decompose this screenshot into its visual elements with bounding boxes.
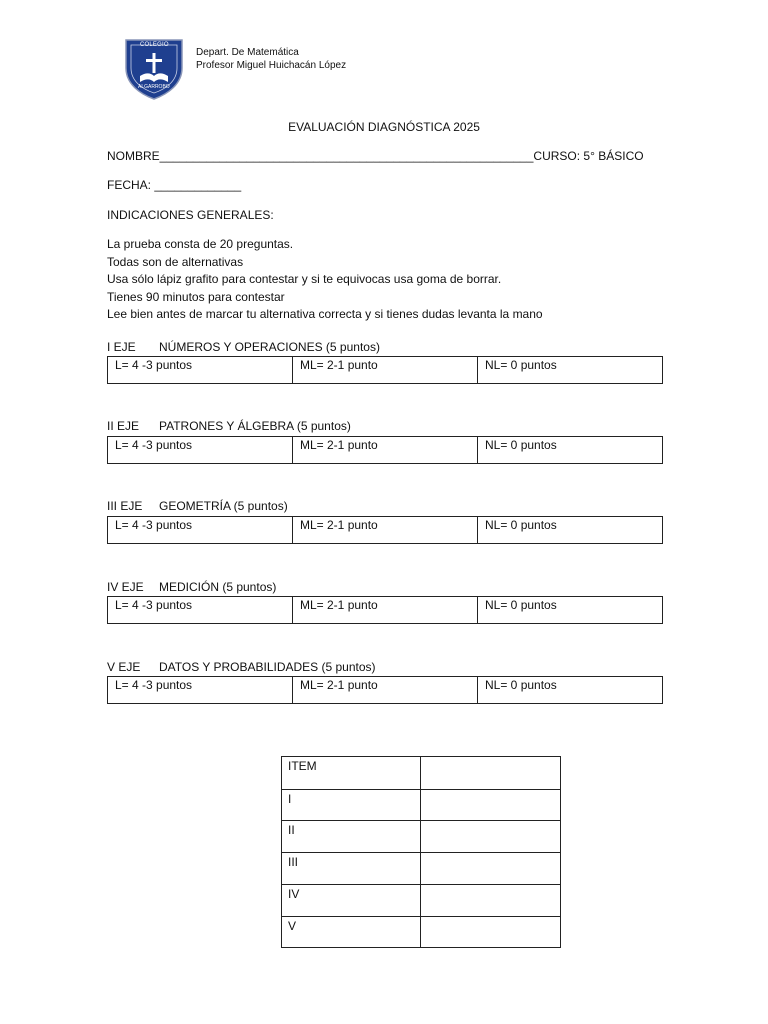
level-ml-cell: ML= 2-1 punto [293, 517, 478, 544]
level-ml-cell: ML= 2-1 punto [293, 597, 478, 624]
eje-heading [107, 419, 351, 433]
eje-number: III EJE [107, 499, 143, 513]
fecha-field[interactable]: _____________ [154, 178, 242, 192]
eje-heading [107, 499, 288, 513]
nombre-field[interactable]: ________________________________________________________ [159, 149, 534, 163]
eje-number: II EJE [107, 419, 140, 433]
indicaciones-heading: INDICACIONES GENERALES: [107, 208, 274, 222]
level-nl-cell: NL= 0 puntos [478, 677, 663, 704]
item-label-cell: V [282, 917, 421, 948]
item-label-cell: I [282, 790, 421, 821]
item-label-cell: IV [282, 885, 421, 917]
table-row [282, 790, 561, 821]
logo-text-bottom: ALGARROBO [138, 84, 170, 90]
eje-heading [107, 660, 376, 674]
table-row [282, 885, 561, 917]
fecha-row [107, 178, 241, 192]
eje-number: I EJE [107, 340, 136, 354]
level-ml-cell: ML= 2-1 punto [293, 677, 478, 704]
level-l-cell: L= 4 -3 puntos [108, 517, 293, 544]
item-header-cell: ITEM [282, 757, 421, 790]
eje-name: DATOS Y PROBABILIDADES (5 puntos) [159, 660, 376, 674]
score-cell[interactable] [421, 757, 561, 790]
curso-label: CURSO: 5° BÁSICO [533, 149, 644, 163]
eje-heading [107, 580, 276, 594]
eje-name: MEDICIÓN (5 puntos) [159, 580, 277, 594]
level-l-cell: L= 4 -3 puntos [108, 677, 293, 704]
table-row [282, 917, 561, 948]
level-ml-cell: ML= 2-1 punto [293, 357, 478, 384]
nombre-label: NOMBRE [107, 149, 160, 163]
department-label: Depart. De Matemática [196, 47, 299, 58]
table-row [108, 517, 663, 544]
header-text [196, 46, 346, 72]
score-cell[interactable] [421, 790, 561, 821]
fecha-label: FECHA: [107, 178, 152, 192]
eje-criteria-table [107, 436, 663, 464]
score-cell[interactable] [421, 917, 561, 948]
eje-name: GEOMETRÍA (5 puntos) [159, 499, 288, 513]
score-cell[interactable] [421, 821, 561, 853]
item-label-cell: III [282, 853, 421, 885]
logo-text-top: COLEGIO [140, 42, 169, 48]
indicacion-line: La prueba consta de 20 preguntas. [107, 237, 294, 251]
level-l-cell: L= 4 -3 puntos [108, 357, 293, 384]
score-cell[interactable] [421, 885, 561, 917]
eje-number: V EJE [107, 660, 141, 674]
eje-criteria-table [107, 596, 663, 624]
eje-criteria-table [107, 356, 663, 384]
indicacion-line: Lee bien antes de marcar tu alternativa correcta y si tienes dudas levanta la mano [107, 307, 543, 321]
table-row [108, 437, 663, 464]
eje-name: PATRONES Y ÁLGEBRA (5 puntos) [159, 419, 351, 433]
level-ml-cell: ML= 2-1 punto [293, 437, 478, 464]
eje-number: IV EJE [107, 580, 144, 594]
table-row [282, 757, 561, 790]
table-row [108, 677, 663, 704]
indicaciones-list [107, 236, 543, 324]
eje-criteria-table [107, 676, 663, 704]
item-label-cell: II [282, 821, 421, 853]
table-row [282, 821, 561, 853]
level-nl-cell: NL= 0 puntos [478, 437, 663, 464]
level-l-cell: L= 4 -3 puntos [108, 437, 293, 464]
teacher-label: Profesor Miguel Huichacán López [196, 60, 347, 71]
level-nl-cell: NL= 0 puntos [478, 597, 663, 624]
eje-criteria-table [107, 516, 663, 544]
table-row [108, 597, 663, 624]
eje-name: NÚMEROS Y OPERACIONES (5 puntos) [159, 340, 380, 354]
level-l-cell: L= 4 -3 puntos [108, 597, 293, 624]
level-nl-cell: NL= 0 puntos [478, 517, 663, 544]
table-row [282, 853, 561, 885]
indicacion-line: Todas son de alternativas [107, 254, 244, 269]
indicacion-line: Usa sólo lápiz grafito para contestar y si te equivocas usa goma de borrar. [107, 272, 502, 286]
page-title: EVALUACIÓN DIAGNÓSTICA 2025 [288, 120, 480, 134]
eje-heading [107, 340, 380, 354]
school-logo [124, 38, 184, 100]
table-row [108, 357, 663, 384]
nombre-row [107, 149, 644, 163]
items-table [281, 756, 561, 948]
score-cell[interactable] [421, 853, 561, 885]
indicacion-line: Tienes 90 minutos para contestar [107, 289, 285, 304]
level-nl-cell: NL= 0 puntos [478, 357, 663, 384]
